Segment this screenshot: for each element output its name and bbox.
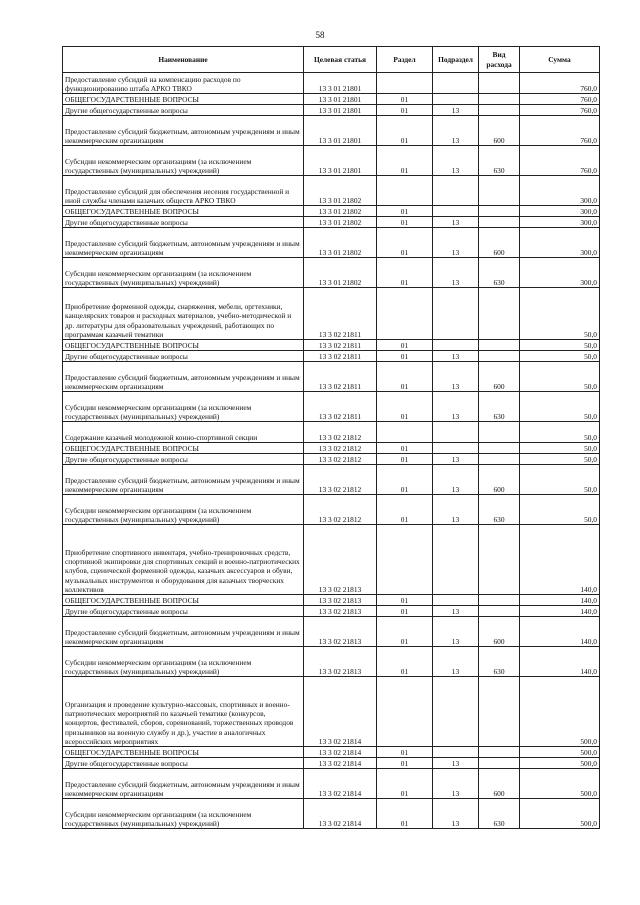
row-subsection: 13 xyxy=(433,258,479,288)
row-expense-type: 630 xyxy=(479,647,520,677)
row-sum: 140,0 xyxy=(520,525,600,595)
table-row xyxy=(63,747,600,758)
row-section: 01 xyxy=(377,228,433,258)
table-row xyxy=(63,176,600,206)
row-target: 13 3 02 21813 xyxy=(304,606,377,617)
row-expense-type: 630 xyxy=(479,495,520,525)
row-target: 13 3 02 21811 xyxy=(304,351,377,362)
row-subsection: 13 xyxy=(433,228,479,258)
row-section: 01 xyxy=(377,146,433,176)
row-name: Другие общегосударственные вопросы xyxy=(63,217,304,228)
row-expense-type: 600 xyxy=(479,362,520,392)
row-subsection: 13 xyxy=(433,454,479,465)
row-target: 13 3 01 21801 xyxy=(304,146,377,176)
row-name: Предоставление субсидий бюджетным, автономным учреждениям и иным некоммерческим организациям xyxy=(63,465,304,495)
row-subsection xyxy=(433,677,479,747)
row-name: Субсидии некоммерческим организациям (за исключением государственных (муниципальных) учреждений) xyxy=(63,146,304,176)
row-target: 13 3 02 21814 xyxy=(304,799,377,829)
table-row xyxy=(63,217,600,228)
row-name: Субсидии некоммерческим организациям (за исключением государственных (муниципальных) учреждений) xyxy=(63,392,304,422)
row-expense-type xyxy=(479,454,520,465)
row-target: 13 3 02 21811 xyxy=(304,362,377,392)
row-expense-type xyxy=(479,747,520,758)
row-target: 13 3 01 21802 xyxy=(304,176,377,206)
row-name: Приобретение спортивного инвентаря, учебно-тренировочных средств, спортивной экипировки для спортивных секций и военно-патриотических клубов, сценической форменной одежды, казачьих аксессуаров и обуви, музыкальных инструментов и оборудования для казачьих творческих коллективов xyxy=(63,525,304,595)
table-row xyxy=(63,769,600,799)
table-row xyxy=(63,465,600,495)
row-subsection: 13 xyxy=(433,495,479,525)
row-expense-type xyxy=(479,606,520,617)
row-sum: 300,0 xyxy=(520,206,600,217)
row-name: Предоставление субсидий бюджетным, автономным учреждениям и иным некоммерческим организациям xyxy=(63,228,304,258)
row-section: 01 xyxy=(377,769,433,799)
row-section xyxy=(377,525,433,595)
table-row xyxy=(63,647,600,677)
table-row xyxy=(63,799,600,829)
row-sum: 760,0 xyxy=(520,146,600,176)
row-section xyxy=(377,176,433,206)
row-sum: 500,0 xyxy=(520,677,600,747)
row-sum: 140,0 xyxy=(520,647,600,677)
row-name: Предоставление субсидий бюджетным, автономным учреждениям и иным некоммерческим организациям xyxy=(63,769,304,799)
row-name: Субсидии некоммерческим организациям (за исключением государственных (муниципальных) учреждений) xyxy=(63,258,304,288)
row-target: 13 3 02 21813 xyxy=(304,647,377,677)
row-target: 13 3 02 21812 xyxy=(304,465,377,495)
row-subsection: 13 xyxy=(433,606,479,617)
row-target: 13 3 02 21814 xyxy=(304,677,377,747)
row-section: 01 xyxy=(377,362,433,392)
row-expense-type: 600 xyxy=(479,116,520,146)
row-subsection xyxy=(433,94,479,105)
row-expense-type: 630 xyxy=(479,258,520,288)
table-row xyxy=(63,443,600,454)
row-expense-type xyxy=(479,443,520,454)
row-subsection xyxy=(433,422,479,443)
row-name: ОБЩЕГОСУДАРСТВЕННЫЕ ВОПРОСЫ xyxy=(63,595,304,606)
row-expense-type: 630 xyxy=(479,146,520,176)
row-target: 13 3 02 21813 xyxy=(304,525,377,595)
row-name: Субсидии некоммерческим организациям (за исключением государственных (муниципальных) учреждений) xyxy=(63,495,304,525)
row-name: ОБЩЕГОСУДАРСТВЕННЫЕ ВОПРОСЫ xyxy=(63,340,304,351)
row-section: 01 xyxy=(377,617,433,647)
row-target: 13 3 01 21801 xyxy=(304,94,377,105)
table-header-row xyxy=(63,47,600,73)
row-expense-type xyxy=(479,595,520,606)
row-name: Другие общегосударственные вопросы xyxy=(63,758,304,769)
row-name: Другие общегосударственные вопросы xyxy=(63,454,304,465)
table-row xyxy=(63,73,600,94)
row-target: 13 3 02 21811 xyxy=(304,340,377,351)
row-sum: 500,0 xyxy=(520,799,600,829)
row-subsection: 13 xyxy=(433,217,479,228)
row-expense-type: 600 xyxy=(479,769,520,799)
page-number: 58 xyxy=(315,30,325,40)
row-section xyxy=(377,677,433,747)
row-sum: 500,0 xyxy=(520,758,600,769)
row-subsection: 13 xyxy=(433,465,479,495)
budget-table xyxy=(62,46,600,829)
row-sum: 50,0 xyxy=(520,392,600,422)
row-target: 13 3 02 21811 xyxy=(304,288,377,340)
row-subsection: 13 xyxy=(433,758,479,769)
row-sum: 300,0 xyxy=(520,228,600,258)
row-sum: 500,0 xyxy=(520,747,600,758)
table-body xyxy=(63,73,600,829)
row-expense-type: 600 xyxy=(479,228,520,258)
row-subsection xyxy=(433,288,479,340)
row-sum: 50,0 xyxy=(520,422,600,443)
row-subsection: 13 xyxy=(433,799,479,829)
row-target: 13 3 02 21813 xyxy=(304,617,377,647)
row-subsection xyxy=(433,443,479,454)
row-sum: 50,0 xyxy=(520,362,600,392)
row-name: Предоставление субсидий бюджетным, автономным учреждениям и иным некоммерческим организациям xyxy=(63,362,304,392)
row-expense-type: 630 xyxy=(479,392,520,422)
row-name: Предоставление субсидий бюджетным, автономным учреждениям и иным некоммерческим организациям xyxy=(63,116,304,146)
row-target: 13 3 02 21811 xyxy=(304,392,377,422)
row-sum: 50,0 xyxy=(520,465,600,495)
row-name: Содержание казачьей молодежной конно-спортивной секции xyxy=(63,422,304,443)
table-row xyxy=(63,351,600,362)
row-sum: 50,0 xyxy=(520,454,600,465)
row-section: 01 xyxy=(377,799,433,829)
row-name: Организация и проведение культурно-массовых, спортивных и военно-патриотических мероприятий по казачьей тематике (конкурсов, концертов, фестивалей, сборов, соревнований, торжественных проводов призывников на военную службу и др.), участие в аналогичных всероссийских мероприятиях xyxy=(63,677,304,747)
table-row xyxy=(63,340,600,351)
row-sum: 50,0 xyxy=(520,340,600,351)
row-target: 13 3 01 21801 xyxy=(304,116,377,146)
row-sum: 140,0 xyxy=(520,606,600,617)
row-target: 13 3 02 21812 xyxy=(304,443,377,454)
row-section: 01 xyxy=(377,351,433,362)
row-target: 13 3 01 21802 xyxy=(304,258,377,288)
row-sum: 50,0 xyxy=(520,443,600,454)
row-sum: 50,0 xyxy=(520,495,600,525)
row-subsection xyxy=(433,206,479,217)
table-row xyxy=(63,422,600,443)
header-section: Раздел xyxy=(377,47,433,73)
row-section: 01 xyxy=(377,217,433,228)
table-row xyxy=(63,116,600,146)
row-sum: 140,0 xyxy=(520,617,600,647)
table-row xyxy=(63,392,600,422)
row-section: 01 xyxy=(377,94,433,105)
row-section: 01 xyxy=(377,495,433,525)
row-subsection xyxy=(433,525,479,595)
table-row xyxy=(63,146,600,176)
row-subsection: 13 xyxy=(433,647,479,677)
row-target: 13 3 02 21814 xyxy=(304,769,377,799)
row-expense-type xyxy=(479,758,520,769)
row-target: 13 3 02 21814 xyxy=(304,747,377,758)
row-subsection xyxy=(433,747,479,758)
table-row xyxy=(63,228,600,258)
row-sum: 300,0 xyxy=(520,258,600,288)
row-subsection: 13 xyxy=(433,362,479,392)
row-name: Приобретение форменной одежды, снаряжения, мебели, оргтехники, канцелярских товаров и расходных материалов, учебно-методической и др. литературы для образовательных учреждений, работающих по программам казачьей тематики xyxy=(63,288,304,340)
header-expense-type: Вид расхода xyxy=(479,47,520,73)
row-target: 13 3 02 21813 xyxy=(304,595,377,606)
row-sum: 300,0 xyxy=(520,217,600,228)
row-expense-type: 630 xyxy=(479,799,520,829)
row-expense-type xyxy=(479,340,520,351)
row-section: 01 xyxy=(377,340,433,351)
row-expense-type xyxy=(479,422,520,443)
row-sum: 760,0 xyxy=(520,116,600,146)
row-sum: 50,0 xyxy=(520,288,600,340)
row-section xyxy=(377,288,433,340)
row-name: Предоставление субсидий бюджетным, автономным учреждениям и иным некоммерческим организациям xyxy=(63,617,304,647)
row-section: 01 xyxy=(377,595,433,606)
row-expense-type xyxy=(479,176,520,206)
row-name: ОБЩЕГОСУДАРСТВЕННЫЕ ВОПРОСЫ xyxy=(63,206,304,217)
row-target: 13 3 02 21812 xyxy=(304,422,377,443)
table-row xyxy=(63,525,600,595)
row-expense-type xyxy=(479,525,520,595)
table-row xyxy=(63,677,600,747)
row-section: 01 xyxy=(377,206,433,217)
row-name: ОБЩЕГОСУДАРСТВЕННЫЕ ВОПРОСЫ xyxy=(63,443,304,454)
row-subsection xyxy=(433,176,479,206)
table-row xyxy=(63,362,600,392)
row-subsection: 13 xyxy=(433,392,479,422)
row-expense-type xyxy=(479,206,520,217)
row-sum: 760,0 xyxy=(520,105,600,116)
row-name: Другие общегосударственные вопросы xyxy=(63,105,304,116)
row-section: 01 xyxy=(377,116,433,146)
row-sum: 140,0 xyxy=(520,595,600,606)
row-section: 01 xyxy=(377,758,433,769)
row-expense-type xyxy=(479,288,520,340)
row-section: 01 xyxy=(377,443,433,454)
table-row xyxy=(63,105,600,116)
header-sum: Сумма xyxy=(520,47,600,73)
table-row xyxy=(63,495,600,525)
row-section: 01 xyxy=(377,258,433,288)
row-sum: 500,0 xyxy=(520,769,600,799)
row-sum: 760,0 xyxy=(520,94,600,105)
row-name: Субсидии некоммерческим организациям (за исключением государственных (муниципальных) учреждений) xyxy=(63,647,304,677)
row-expense-type xyxy=(479,105,520,116)
row-sum: 50,0 xyxy=(520,351,600,362)
row-subsection xyxy=(433,340,479,351)
table-row xyxy=(63,258,600,288)
row-subsection: 13 xyxy=(433,351,479,362)
header-name: Наименование xyxy=(63,47,304,73)
row-section: 01 xyxy=(377,392,433,422)
table-row xyxy=(63,288,600,340)
row-subsection: 13 xyxy=(433,146,479,176)
row-name: Другие общегосударственные вопросы xyxy=(63,606,304,617)
row-name: ОБЩЕГОСУДАРСТВЕННЫЕ ВОПРОСЫ xyxy=(63,747,304,758)
row-section: 01 xyxy=(377,454,433,465)
row-section: 01 xyxy=(377,747,433,758)
row-sum: 760,0 xyxy=(520,73,600,94)
row-subsection xyxy=(433,73,479,94)
row-sum: 300,0 xyxy=(520,176,600,206)
row-target: 13 3 02 21812 xyxy=(304,454,377,465)
header-target: Целевая статья xyxy=(304,47,377,73)
table-row xyxy=(63,758,600,769)
row-section: 01 xyxy=(377,465,433,495)
row-target: 13 3 02 21814 xyxy=(304,758,377,769)
row-subsection xyxy=(433,595,479,606)
table-row xyxy=(63,595,600,606)
table-row xyxy=(63,617,600,647)
table-row xyxy=(63,94,600,105)
row-section: 01 xyxy=(377,105,433,116)
row-subsection: 13 xyxy=(433,116,479,146)
row-target: 13 3 01 21802 xyxy=(304,206,377,217)
header-subsection: Подраздел xyxy=(433,47,479,73)
row-expense-type: 600 xyxy=(479,617,520,647)
row-subsection: 13 xyxy=(433,105,479,116)
row-expense-type xyxy=(479,677,520,747)
row-section xyxy=(377,422,433,443)
row-name: Предоставление субсидий для обеспечения несения государственной и иной службы членами казачьих обществ АРКО ТВКО xyxy=(63,176,304,206)
row-name: Субсидии некоммерческим организациям (за исключением государственных (муниципальных) учреждений) xyxy=(63,799,304,829)
row-section: 01 xyxy=(377,606,433,617)
row-section xyxy=(377,73,433,94)
row-name: Предоставление субсидий на компенсацию расходов по функционированию штаба АРКО ТВКО xyxy=(63,73,304,94)
row-section: 01 xyxy=(377,647,433,677)
row-subsection: 13 xyxy=(433,617,479,647)
row-expense-type xyxy=(479,351,520,362)
row-target: 13 3 01 21801 xyxy=(304,105,377,116)
row-expense-type xyxy=(479,73,520,94)
row-subsection: 13 xyxy=(433,769,479,799)
row-target: 13 3 01 21801 xyxy=(304,73,377,94)
row-name: Другие общегосударственные вопросы xyxy=(63,351,304,362)
row-name: ОБЩЕГОСУДАРСТВЕННЫЕ ВОПРОСЫ xyxy=(63,94,304,105)
row-expense-type xyxy=(479,94,520,105)
row-target: 13 3 01 21802 xyxy=(304,217,377,228)
table-row xyxy=(63,606,600,617)
table-row xyxy=(63,206,600,217)
row-expense-type: 600 xyxy=(479,465,520,495)
row-target: 13 3 02 21812 xyxy=(304,495,377,525)
row-expense-type xyxy=(479,217,520,228)
table-row xyxy=(63,454,600,465)
row-target: 13 3 01 21802 xyxy=(304,228,377,258)
